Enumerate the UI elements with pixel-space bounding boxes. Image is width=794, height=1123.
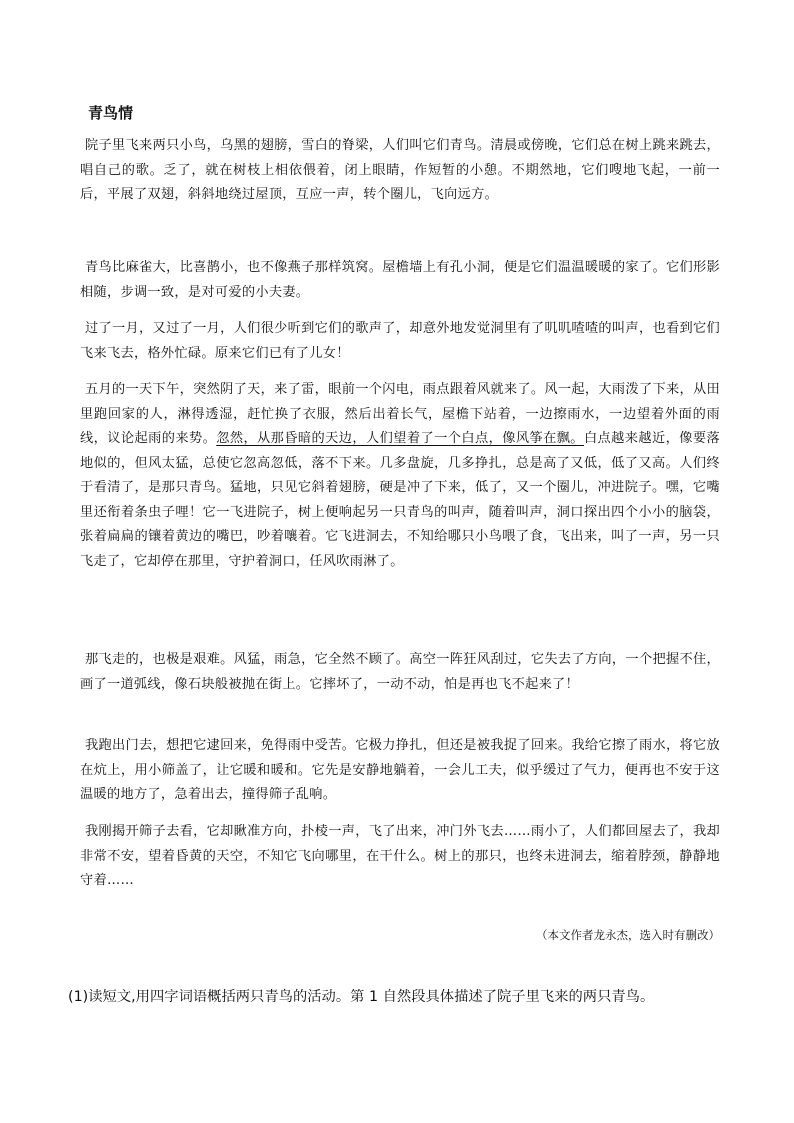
paragraph-3	[80, 317, 720, 366]
paragraph-5-text: 那飞走的，也极是艰难。风猛，雨急，它全然不顾了。高空一阵狂风刮过，它失去了方向，一个把握不住，画了一道弧线，像石块般被抛在街上。它摔坏了，一动不动，怕是再也飞不起来了！	[80, 652, 720, 692]
document-page	[68, 0, 721, 1123]
paragraph-1	[80, 134, 720, 208]
question-1: (1)读短文,用四字词语概括两只青鸟的活动。第 1 自然段具体描述了院子里飞来的两只青鸟。	[68, 989, 655, 1005]
paragraph-6	[80, 734, 720, 808]
paragraph-4-text-after: 白点越来越近，像要落地似的，但风太猛，总使它忽高忽低，落不下来。几多盘旋，几多挣扎，总是高了又低，低了又高。人们终于看清了，是那只青鸟。猛地，只见它斜着翅膀，硬是冲了下来，低了，又一个圈儿，冲进院子。嘿，它嘴里还衔着条虫子哩！它一飞进院子，树上便响起另一只青鸟的叫声，随着叫声，洞口探出四个小小的脑袋，张着扁扁的镶着黄边的嘴巴，吵着嚷着。它飞进洞去，不知给哪只小鸟喂了食，飞出来，叫了一声，另一只飞走了，它却停在那里，守护着洞口，任风吹雨淋了。	[80, 431, 721, 569]
paragraph-1-text: 院子里飞来两只小鸟，乌黑的翅膀，雪白的脊梁，人们叫它们青鸟。清晨或傍晚，它们总在树上跳来跳去，唱自己的歌。乏了，就在树枝上相依偎着，闭上眼睛，作短暂的小憩。不期然地，它们嗖地飞起，一前一后，平展了双翅，斜斜地绕过屋顶，互应一声，转个圈儿，飞向远方。	[80, 138, 720, 202]
paragraph-4	[80, 378, 720, 574]
paragraph-3-text: 过了一月，又过了一月，人们很少听到它们的歌声了，却意外地发觉洞里有了叽叽喳喳的叫声，也看到它们飞来飞去，格外忙碌。原来它们已有了儿女！	[80, 321, 720, 361]
paragraph-2-text: 青鸟比麻雀大，比喜鹊小，也不像燕子那样筑窝。屋檐墙上有孔小洞，便是它们温温暖暖的家了。它们形影相随，步调一致，是对可爱的小夫妻。	[80, 260, 720, 300]
paragraph-4-text-before: 五月的一天下午，突然阴了天，来了雷，眼前一个闪电，雨点跟着风就来了。风一起，大雨泼了下来，从田里跑回家的人，淋得透湿，赶忙换了衣服，然后出着长气，屋檐下站着，一边擦雨水，一边望着外面的雨线，议论起雨的来势。	[80, 382, 720, 446]
paragraph-4-underlined-sentence: 忽然，从那昏暗的天边，人们望着了一个白点，像风筝在飘。	[216, 431, 584, 446]
paragraph-6-text: 我跑出门去，想把它逮回来，免得雨中受苦。它极力挣扎，但还是被我捉了回来。我给它擦了雨水，将它放在炕上，用小筛盖了，让它暖和暖和。它先是安静地躺着，一会儿工夫，似乎缓过了气力，便再也不安于这温暖的地方了，急着出去，撞得筛子乱响。	[80, 738, 720, 802]
paragraph-7	[80, 820, 720, 894]
paragraph-7-text: 我刚揭开筛子去看，它却瞅准方向，扑棱一声，飞了出来，冲门外飞去……雨小了，人们都回屋去了，我却非常不安，望着昏黄的天空，不知它飞向哪里，在干什么。树上的那只，也终未进洞去，缩着脖颈，静静地守着……	[80, 824, 720, 888]
paragraph-5	[80, 648, 720, 697]
article-title: 青鸟情	[88, 104, 134, 122]
paragraph-2	[80, 256, 720, 305]
author-credit: （本文作者龙永杰，选入时有删改）	[536, 928, 720, 942]
